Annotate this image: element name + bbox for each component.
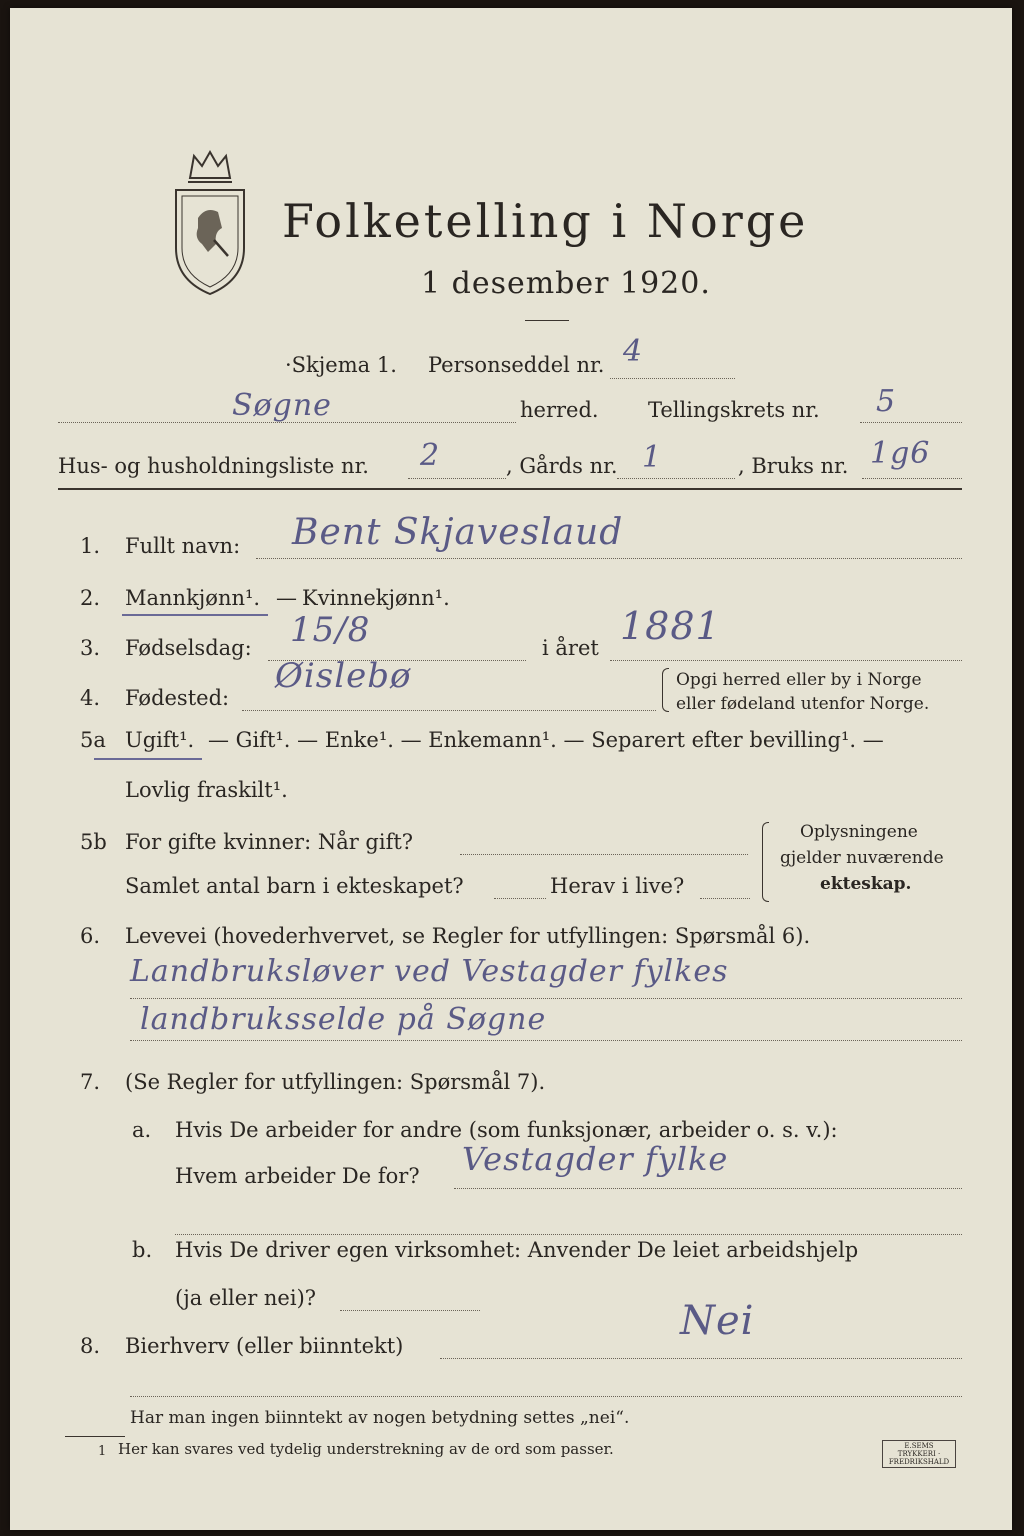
header-rule (58, 488, 962, 490)
q5a-number: 5a (80, 728, 106, 752)
q3-number: 3. (80, 636, 101, 660)
ugift-underline (94, 758, 202, 760)
birthdate-value[interactable]: 15/8 (290, 610, 371, 650)
personseddel-value[interactable]: 4 (623, 334, 644, 369)
marital-ugift-option[interactable]: Ugift¹. (125, 728, 195, 752)
footer-note: Har man ingen biinntekt av nogen betydning settes „nei“. (130, 1408, 630, 1428)
bruks-value[interactable]: 1g6 (870, 436, 931, 471)
gards-label: , Gårds nr. (506, 454, 618, 478)
q5b-number: 5b (80, 830, 107, 854)
herred-label: herred. (520, 398, 599, 422)
q4-number: 4. (80, 686, 101, 710)
occupation-value-line2[interactable]: landbruksselde på Søgne (140, 1002, 547, 1037)
husliste-label: Hus- og husholdningsliste nr. (58, 454, 369, 478)
birthplace-note-2: eller fødeland utenfor Norge. (676, 694, 930, 714)
q7-label: (Se Regler for utfyllingen: Spørsmål 7). (125, 1070, 546, 1094)
gender-separator: — (276, 586, 297, 610)
q8-number: 8. (80, 1334, 101, 1358)
tellingskrets-value[interactable]: 5 (876, 384, 897, 419)
footnote-number: 1 (98, 1444, 107, 1459)
census-date: 1 desember 1920. (421, 266, 711, 301)
q5b-note-2: gjelder nuværende (780, 848, 944, 868)
birthplace-note-1: Opgi herred eller by i Norge (676, 670, 922, 690)
bruks-label: , Bruks nr. (738, 454, 849, 478)
q1-number: 1. (80, 534, 101, 558)
q7-number: 7. (80, 1070, 101, 1094)
footnote-text: Her kan svares ved tydelig understrekning av de ord som passer. (118, 1440, 614, 1458)
q5b-married-label: For gifte kvinner: Når gift? (125, 830, 414, 854)
birthplace-value[interactable]: Øislebø (275, 656, 412, 696)
q1-label: Fullt navn: (125, 534, 241, 558)
gards-value[interactable]: 1 (642, 440, 663, 475)
male-underline (122, 614, 268, 616)
side-income-value[interactable]: Nei (680, 1298, 755, 1344)
q6-number: 6. (80, 924, 101, 948)
gender-male-option[interactable]: Mannkjønn¹. (125, 586, 261, 610)
tellingskrets-label: Tellingskrets nr. (648, 398, 820, 422)
q5b-note-3: ekteskap. (820, 874, 912, 894)
census-form-page (10, 8, 1012, 1530)
q5b-children-label: Samlet antal barn i ekteskapet? (125, 874, 464, 898)
title-divider (525, 320, 569, 321)
marital-other-options[interactable]: — Gift¹. — Enke¹. — Enkemann¹. — Separert efter bevilling¹. — (208, 728, 884, 752)
employer-value[interactable]: Vestagder fylke (462, 1140, 729, 1178)
q3-label: Fødselsdag: (125, 636, 252, 660)
printer-stamp: E.SEMS TRYKKERI · FREDRIKSHALD (882, 1440, 956, 1468)
q7a-letter: a. (132, 1118, 152, 1142)
q2-number: 2. (80, 586, 101, 610)
herred-value[interactable]: Søgne (232, 388, 332, 423)
coat-of-arms-icon (168, 148, 252, 298)
husliste-value[interactable]: 2 (420, 438, 441, 473)
q5b-alive-label: Herav i live? (550, 874, 685, 898)
q7b-label: Hvis De driver egen virksomhet: Anvender De leiet arbeidshjelp (175, 1238, 859, 1262)
q5b-note-1: Oplysningene (800, 822, 918, 842)
skjema-label: ·Skjema 1. (285, 353, 397, 377)
occupation-value-line1[interactable]: Landbruksløver ved Vestagder fylkes (130, 954, 729, 989)
form-title: Folketelling i Norge (282, 194, 809, 248)
q7b-letter: b. (132, 1238, 153, 1262)
q7a-label: Hvis De arbeider for andre (som funksjonær, arbeider o. s. v.): (175, 1118, 838, 1142)
q8-label: Bierhverv (eller biinntekt) (125, 1334, 404, 1358)
q7a-employer-label: Hvem arbeider De for? (175, 1164, 420, 1188)
q7b-yesno-label: (ja eller nei)? (175, 1286, 317, 1310)
full-name-value[interactable]: Bent Skjaveslaud (292, 512, 624, 553)
birth-year-value[interactable]: 1881 (620, 604, 721, 648)
q6-label: Levevei (hovederhvervet, se Regler for utfyllingen: Spørsmål 6). (125, 924, 811, 948)
q4-label: Fødested: (125, 686, 230, 710)
marital-fraskilt-option[interactable]: Lovlig fraskilt¹. (125, 778, 288, 802)
gender-female-option[interactable]: Kvinnekjønn¹. (302, 586, 450, 610)
year-label: i året (542, 636, 599, 660)
personseddel-label: Personseddel nr. (428, 353, 605, 377)
